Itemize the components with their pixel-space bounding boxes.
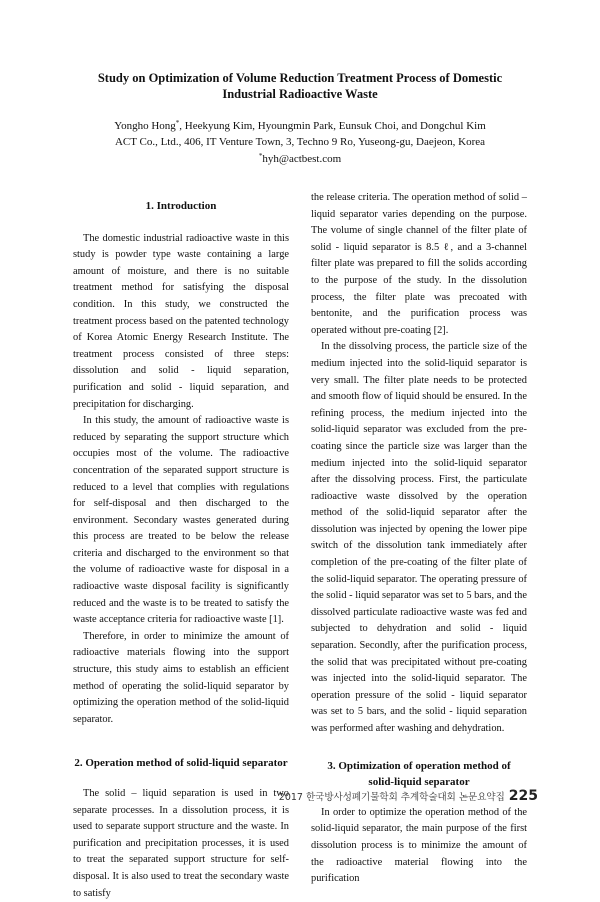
author-list xyxy=(40,119,560,132)
intro-paragraph-2: In this study, the amount of radioactive waste is reduced by separating the support structure which occupies most of the volume. The radioactive concentration of the separated support structure is reduced to a level that complies with regulations for self-disposal and then discharged to the environment. Secondary wastes generated during this process are treated to be below the release criteria and discharged to the environment so that the volume of radioactive waste for disposal in a radioactive waste disposal facility is significantly reduced and the waste is to be treated to satisfy the waste acceptance criteria for radioactive waste [1]. xyxy=(73,415,289,626)
section-1-heading: 1. Introduction xyxy=(145,200,217,212)
page-footer xyxy=(279,788,538,804)
right-paragraph-1: the release criteria. The operation method of solid – liquid separator varies depending on the purpose. The volume of single channel of the filter plate of solid - liquid separator is 8.5 ℓ, and a 3-channel filter plate was prepared to fill the solids according to the purpose of the study. In the dissolution process, the filter plate was precoated with bentonite, and the purification process was operated without pre-coating [2]. xyxy=(311,192,527,336)
section-3-heading-line-2: solid-liquid separator xyxy=(368,776,470,789)
corresponding-mark: * xyxy=(175,119,180,127)
intro-paragraph-1: The domestic industrial radioactive waste in this study is powder type waste containing a large amount of moisture, and there is no suitable treatment method for satisfying the disposal condition. In this study, we constructed the treatment process based on the patented technology of Korea Atomic Energy Research Institute. The treatment process consisted of three steps: dissolution and solid - liquid separation, purification and solid - liquid separation, and precipitation for discharging. xyxy=(73,232,289,410)
contact-email xyxy=(40,152,560,165)
first-author: Yongho Hong xyxy=(114,120,176,132)
email-address: hyh@actbest.com xyxy=(262,153,342,165)
right-paragraph-2: In the dissolving process, the particle size of the medium injected into the solid-liquid separator is very small. The filter plate needs to be protected and smooth flow of liquid should be ensured. In the refining process, the medium injected into the solid-liquid separator was excluded from the pre-coating since the particle size was larger than the medium injected into the solid-liquid separator after the dissolving process. First, the particulate radioactive waste dissolved by the operation method of the solid-liquid separator after the dissolution was injected by opening the lower pipe switch of the dissolution tank immediately after completion of the pre-coating of the filter plate of the solid-liquid separator. The operating pressure of the solid - liquid separator was set to 5 bars, and the dissolved particulate radioactive waste was fed and subjected to dehydration and solid - liquid separation. Secondly, after the purification process, the solid that was precipitated without pre-coating was injected into the solid-liquid separator. The operation pressure of the solid - liquid separator was set to 5 bars, and the solid - liquid separation was performed after washing and dehydration. xyxy=(311,341,527,734)
section-2-paragraph-1: The solid – liquid separation is used in two separate processes. In a dissolution process, it is used to separate support structure and the waste. In purification and precipitation processes, it is used to treat the separated support structure for self-disposal. It is also used to treat the secondary waste to satisfy xyxy=(73,788,289,899)
section-2-heading: 2. Operation method of solid-liquid separator xyxy=(74,757,288,770)
section-3-paragraph-1: In order to optimize the operation method of the solid-liquid separator, the main purpose of the first dissolution process is to minimize the amount of the radioactive material flowing into the purification xyxy=(311,806,527,885)
intro-paragraph-3: Therefore, in order to minimize the amount of radioactive materials flowing into the support structure, this study aims to establish an efficient method of operating the solid-liquid separator by optimizing the operation method of the solid-liquid separator. xyxy=(73,630,289,725)
email-mark: * xyxy=(258,152,263,160)
other-authors: , Heekyung Kim, Hyoungmin Park, Eunsuk Choi, and Dongchul Kim xyxy=(179,120,486,132)
title-line-2: Industrial Radioactive Waste xyxy=(222,87,378,101)
paper-title xyxy=(60,70,540,102)
proceedings-name: 2017 한국방사성폐기물학회 추계학술대회 논문요약집 xyxy=(278,792,505,803)
right-column xyxy=(311,190,527,888)
title-line-1: Study on Optimization of Volume Reduction Treatment Process of Domestic xyxy=(97,71,503,85)
left-column xyxy=(73,190,289,902)
section-3-heading-line-1: 3. Optimization of operation method of xyxy=(327,759,511,772)
page-number: 225 xyxy=(508,788,538,804)
affiliation: ACT Co., Ltd., 406, IT Venture Town, 3, Techno 9 Ro, Yuseong-gu, Daejeon, Korea xyxy=(114,136,486,148)
